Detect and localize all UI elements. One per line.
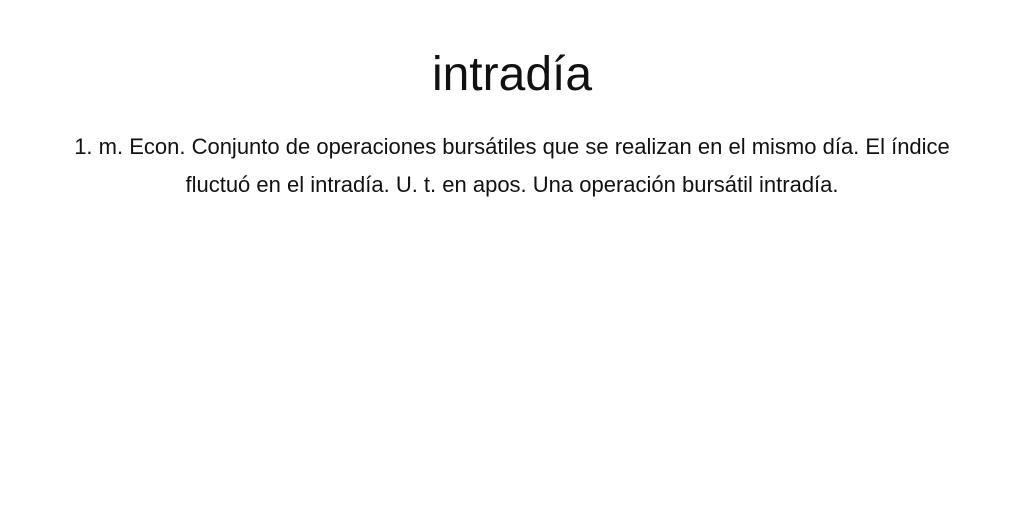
- headword-title: intradía: [431, 48, 593, 101]
- definition-text: 1. m. Econ. Conjunto de operaciones bursátiles que se realizan en el mismo día. El índice fluctuó en el intradía. U. t. en apos. Una operación bursátil intradía.: [74, 134, 950, 197]
